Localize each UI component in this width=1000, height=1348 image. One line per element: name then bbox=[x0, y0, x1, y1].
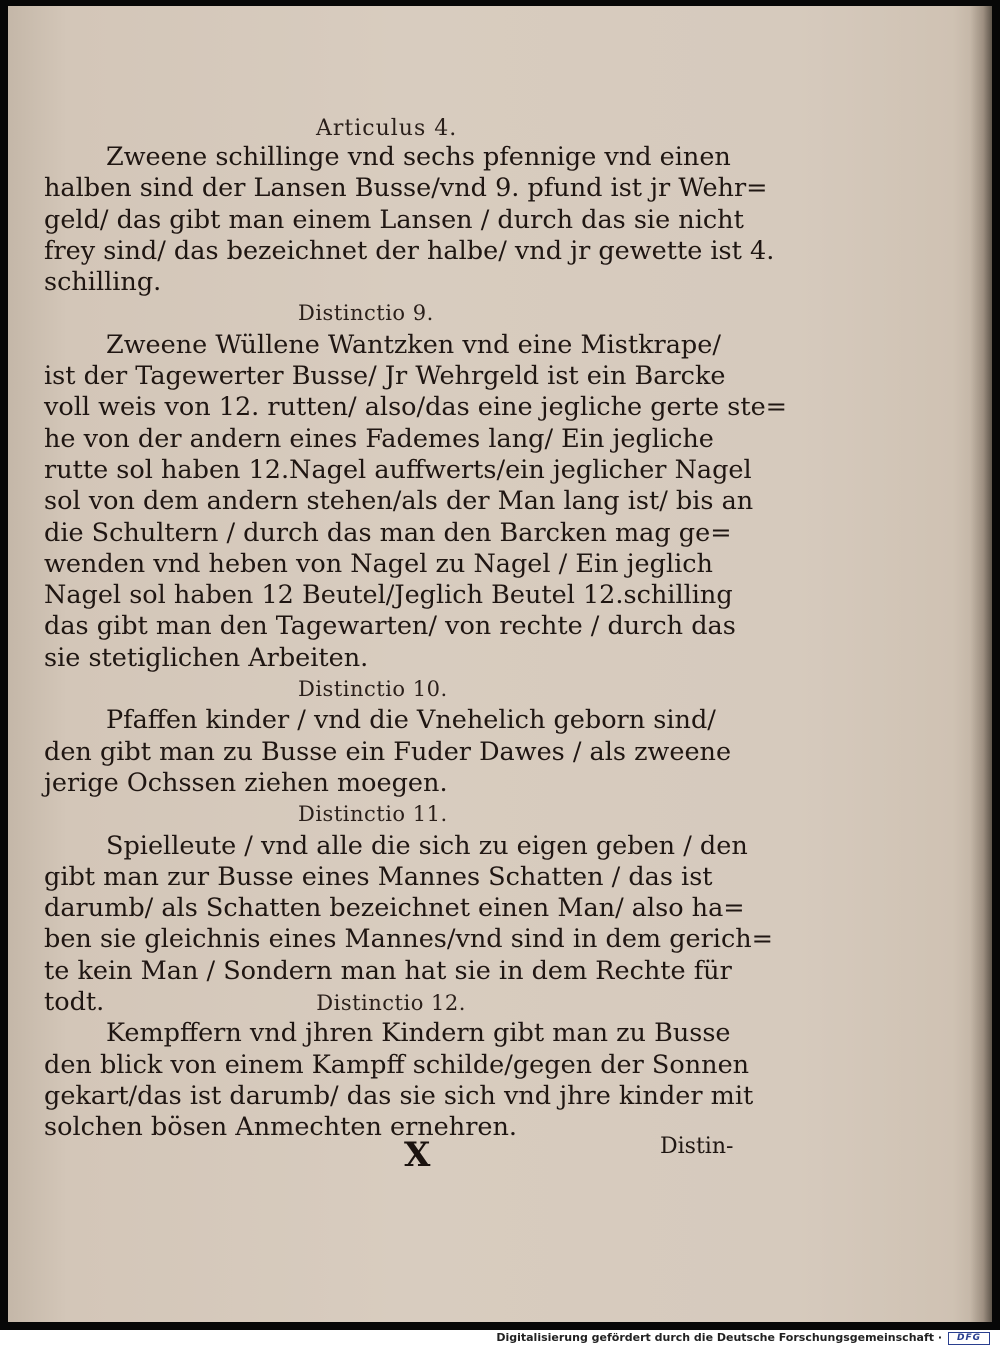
distinctio-heading-11: Distinctio 11. bbox=[298, 802, 448, 827]
text-line: halben sind der Lansen Busse/vnd 9. pfund ist jr Wehr= bbox=[44, 173, 768, 204]
text-line: te kein Man / Sondern man hat sie in dem Rechte für bbox=[44, 955, 732, 986]
text-line: geld/ das gibt man einem Lansen / durch das sie nicht bbox=[44, 204, 744, 235]
dfg-logo: DFG bbox=[948, 1332, 990, 1345]
text-line: gekart/das ist darumb/ das sie sich vnd jhre kinder mit bbox=[44, 1080, 754, 1111]
text-line: Spielleute / vnd alle die sich zu eigen geben / den bbox=[106, 830, 748, 861]
text-line: ist der Tagewerter Busse/ Jr Wehrgeld ist ein Barcke bbox=[44, 361, 726, 392]
text-line: rutte sol haben 12.Nagel auffwerts/ein jeglicher Nagel bbox=[44, 454, 752, 485]
distinctio-heading-9: Distinctio 9. bbox=[298, 301, 434, 326]
text-line: Nagel sol haben 12 Beutel/Jeglich Beutel 12.schilling bbox=[44, 580, 733, 611]
body-text bbox=[44, 142, 788, 1144]
text-line: den blick von einem Kampff schilde/gegen der Sonnen bbox=[44, 1049, 750, 1080]
text-line: Pfaffen kinder / vnd die Vnehelich geborn sind/ bbox=[106, 705, 716, 736]
text-line: wenden vnd heben von Nagel zu Nagel / Ein jeglich bbox=[44, 548, 713, 579]
running-head: Articulus 4. bbox=[316, 116, 458, 141]
text-line: ben sie gleichnis eines Mannes/vnd sind in dem gerich= bbox=[44, 924, 774, 955]
text-line: Zweene schillinge vnd sechs pfennige vnd einen bbox=[106, 142, 731, 172]
text-line: schilling. bbox=[44, 267, 162, 298]
text-line: sol von dem andern stehen/als der Man lang ist/ bis an bbox=[44, 486, 754, 517]
catchword: Distin- bbox=[660, 1134, 734, 1159]
text-line: solchen bösen Anmechten ernehren. bbox=[44, 1112, 518, 1143]
gutter-shadow bbox=[970, 6, 992, 1322]
text-line: he von der andern eines Fademes lang/ Ein jegliche bbox=[44, 423, 714, 454]
distinctio-heading-12: Distinctio 12. bbox=[316, 991, 466, 1016]
funding-credit: Digitalisierung gefördert durch die Deutsche Forschungsgemeinschaft · bbox=[496, 1331, 942, 1344]
text-line-with-heading bbox=[44, 987, 764, 1018]
distinctio-heading-10: Distinctio 10. bbox=[298, 677, 448, 702]
text-line: Zweene Wüllene Wantzken vnd eine Mistkrape/ bbox=[106, 329, 721, 360]
text-line: voll weis von 12. rutten/ also/das eine jegliche gerte ste= bbox=[44, 392, 788, 423]
text-line: die Schultern / durch das man den Barcken mag ge= bbox=[44, 517, 732, 548]
text-line: den gibt man zu Busse ein Fuder Dawes / als zweene bbox=[44, 736, 732, 767]
text-line: jerige Ochssen ziehen moegen. bbox=[44, 767, 448, 798]
text-line: gibt man zur Busse eines Mannes Schatten / das ist bbox=[44, 861, 713, 892]
text-line: darumb/ als Schatten bezeichnet einen Man/ also ha= bbox=[44, 893, 745, 924]
text-line: sie stetiglichen Arbeiten. bbox=[44, 642, 369, 673]
text-line: das gibt man den Tagewarten/ von rechte / durch das bbox=[44, 611, 736, 642]
text-line: Kempffern vnd jhren Kindern gibt man zu Busse bbox=[106, 1018, 731, 1049]
text-line: frey sind/ das bezeichnet der halbe/ vnd jr gewette ist 4. bbox=[44, 235, 775, 266]
signature-mark: X bbox=[404, 1135, 431, 1175]
text-fragment: todt. bbox=[44, 987, 105, 1018]
